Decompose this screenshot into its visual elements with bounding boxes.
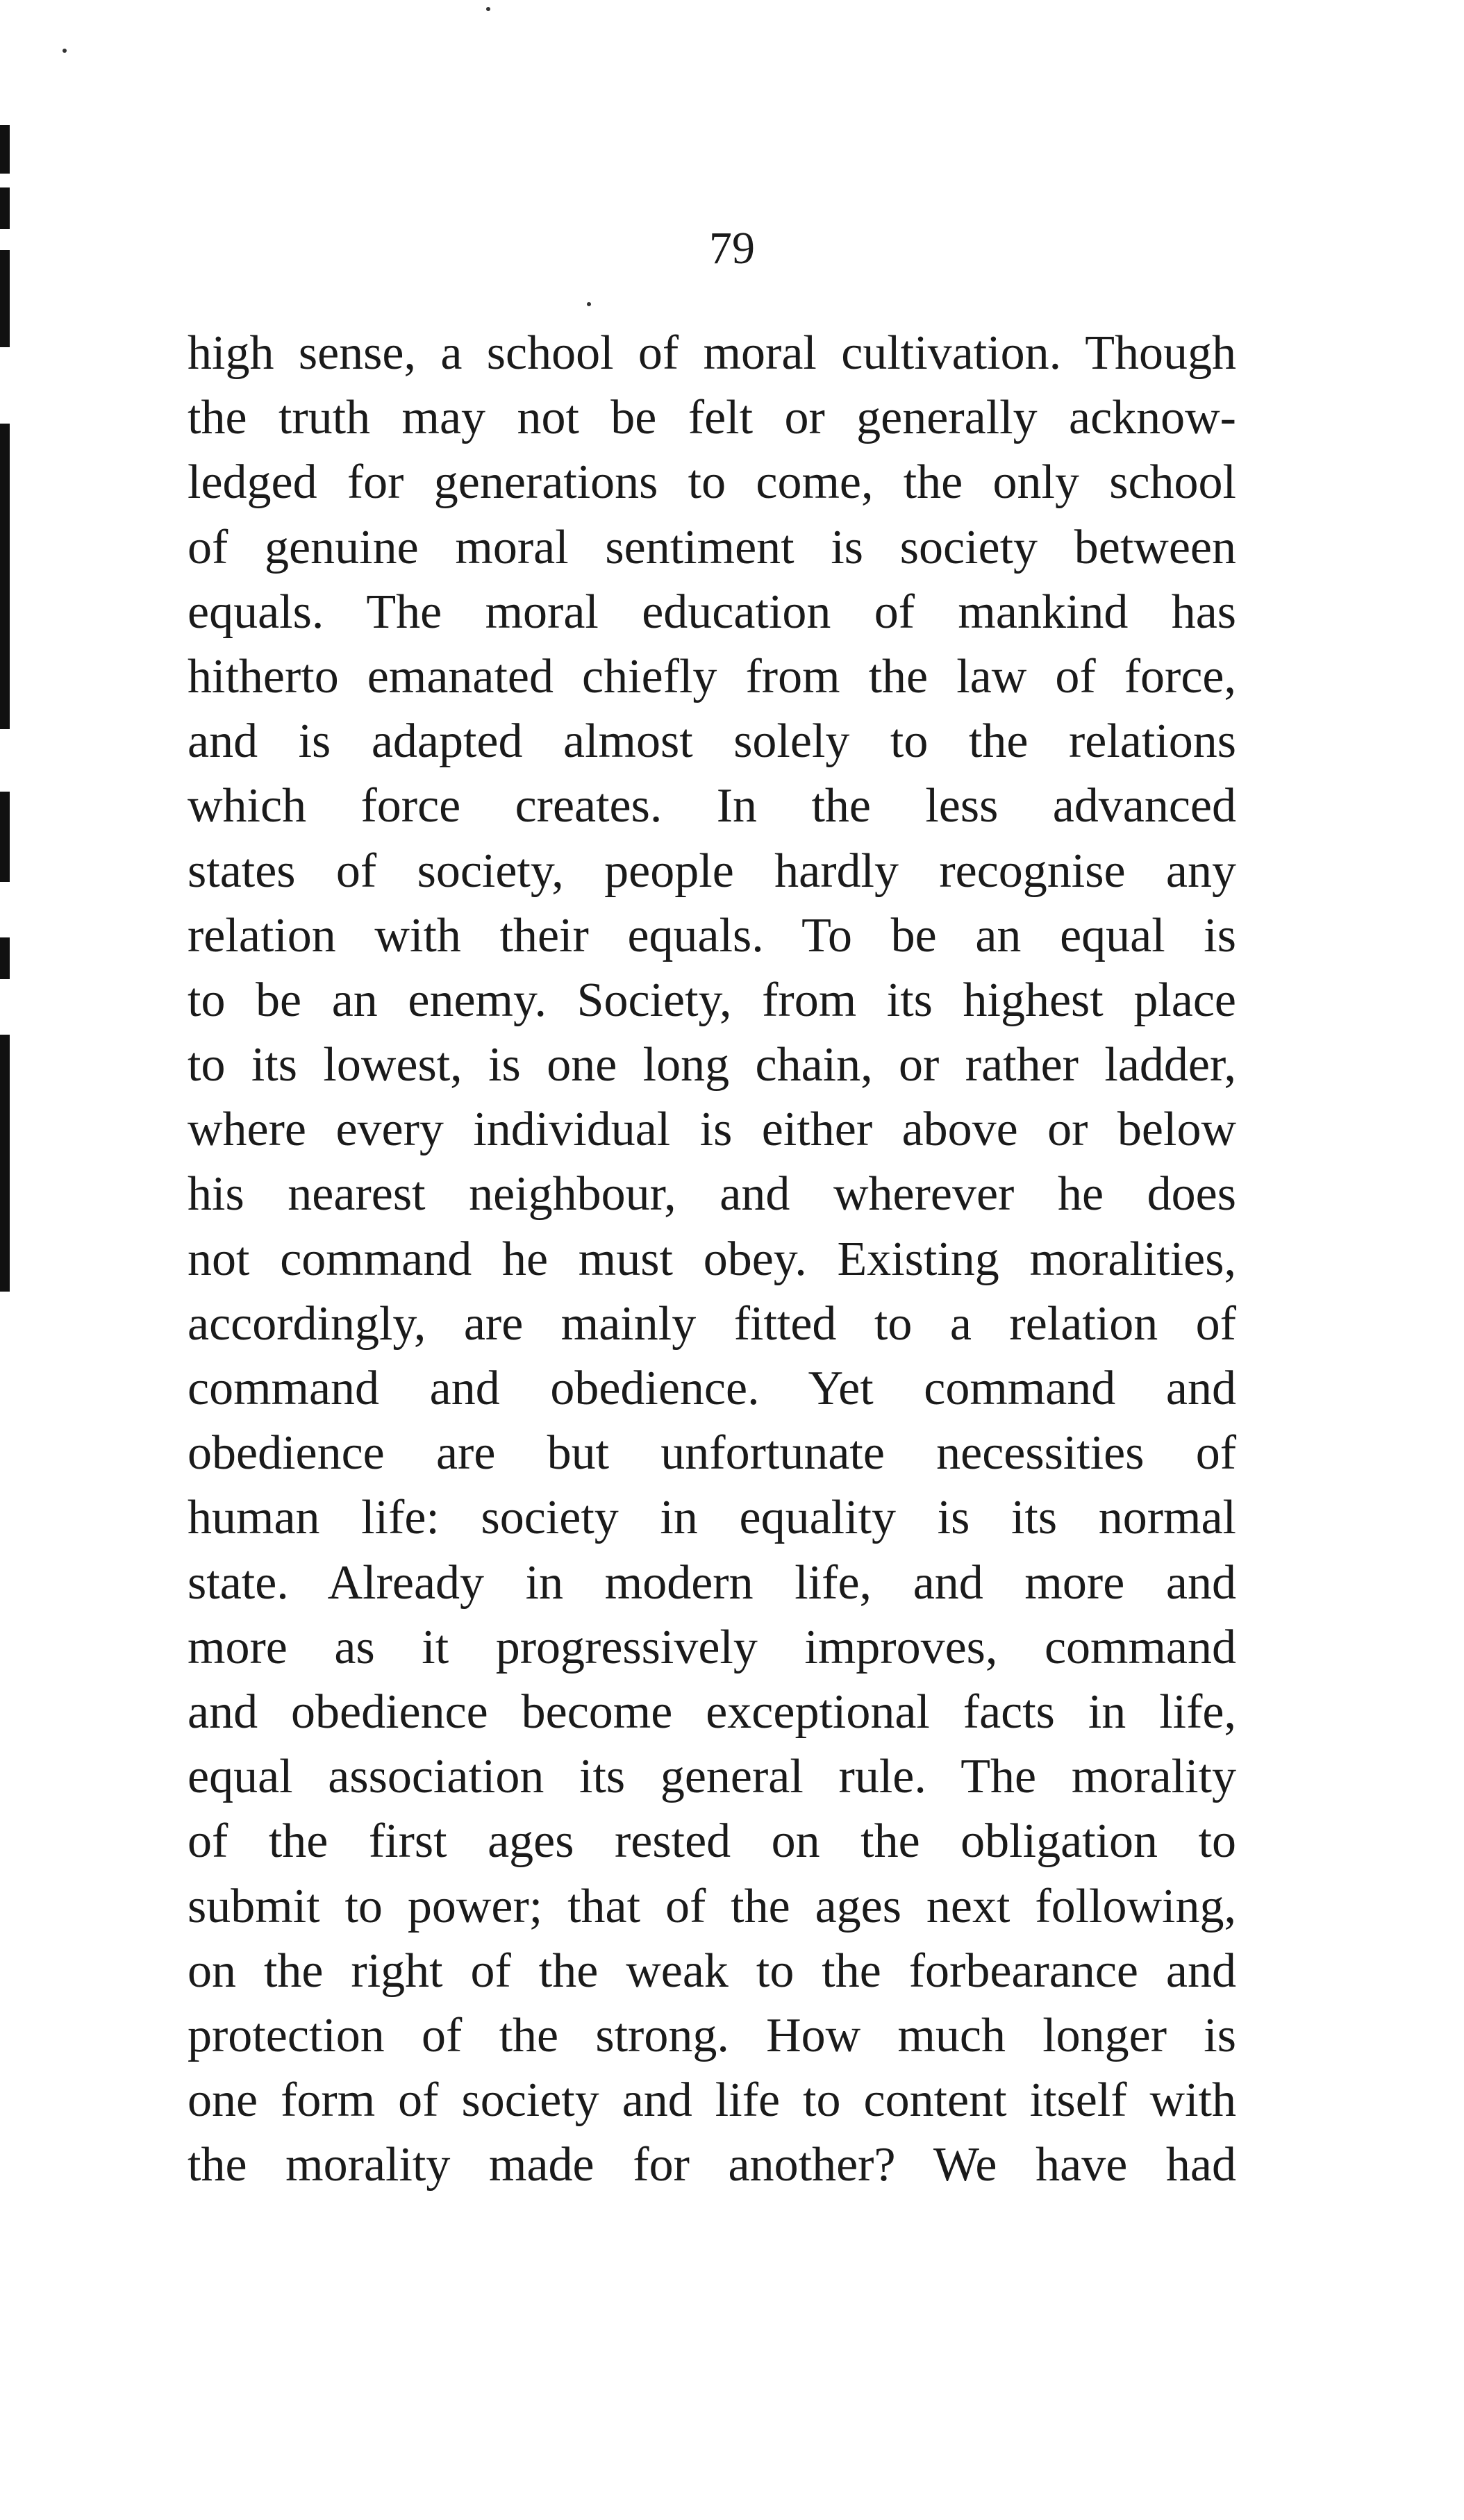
scan-speck — [63, 49, 67, 53]
body-text — [188, 321, 1236, 2197]
text-line: the morality made for another? We have had — [188, 2138, 1236, 2192]
text-line: to be an enemy. Society, from its highest place — [188, 973, 1236, 1027]
text-line: high sense, a school of moral cultivation. Though — [188, 326, 1236, 380]
text-line: on the right of the weak to the forbearance and — [188, 1944, 1236, 1998]
text-line: obedience are but unfortunate necessities of — [188, 1426, 1236, 1480]
text-line: hitherto emanated chiefly from the law of force, — [188, 649, 1236, 703]
text-line: which force creates. In the less advanced — [188, 779, 1236, 833]
text-line: of the first ages rested on the obligation to — [188, 1814, 1236, 1869]
scan-speck — [587, 302, 591, 306]
text-line: where every individual is either above or below — [188, 1103, 1236, 1157]
page-number: 79 — [709, 223, 755, 274]
text-line: of genuine moral sentiment is society between — [188, 520, 1236, 574]
text-line: relation with their equals. To be an equal is — [188, 908, 1236, 962]
binding-mark — [0, 937, 10, 979]
text-line: one form of society and life to content itself with — [188, 2073, 1236, 2128]
binding-mark — [0, 1035, 10, 1292]
text-line: accordingly, are mainly fitted to a relation of — [188, 1296, 1236, 1351]
text-line: human life: society in equality is its normal — [188, 1491, 1236, 1545]
text-line: state. Already in modern life, and more and — [188, 1555, 1236, 1610]
binding-mark — [0, 125, 10, 174]
text-line: ledged for generations to come, the only school — [188, 456, 1236, 510]
text-line: command and obedience. Yet command and — [188, 1362, 1236, 1415]
text-line: his nearest neighbour, and wherever he does — [188, 1167, 1236, 1221]
binding-mark — [0, 792, 10, 882]
binding-mark — [0, 424, 10, 729]
text-line: equals. The moral education of mankind has — [188, 585, 1236, 639]
text-line: and obedience become exceptional facts in life, — [188, 1685, 1236, 1739]
text-line: to its lowest, is one long chain, or rather ladder, — [188, 1038, 1236, 1092]
text-line: states of society, people hardly recognise any — [188, 844, 1236, 898]
text-line: and is adapted almost solely to the relations — [188, 715, 1236, 769]
text-line: submit to power; that of the ages next following, — [188, 1879, 1236, 1933]
text-line: protection of the strong. How much longer is — [188, 2008, 1236, 2062]
text-line: equal association its general rule. The morality — [188, 1750, 1236, 1804]
scan-speck — [486, 7, 490, 11]
text-line: not command he must obey. Existing moralities, — [188, 1232, 1236, 1286]
text-line: more as it progressively improves, command — [188, 1620, 1236, 1674]
text-line: the truth may not be felt or generally acknow- — [188, 391, 1236, 445]
